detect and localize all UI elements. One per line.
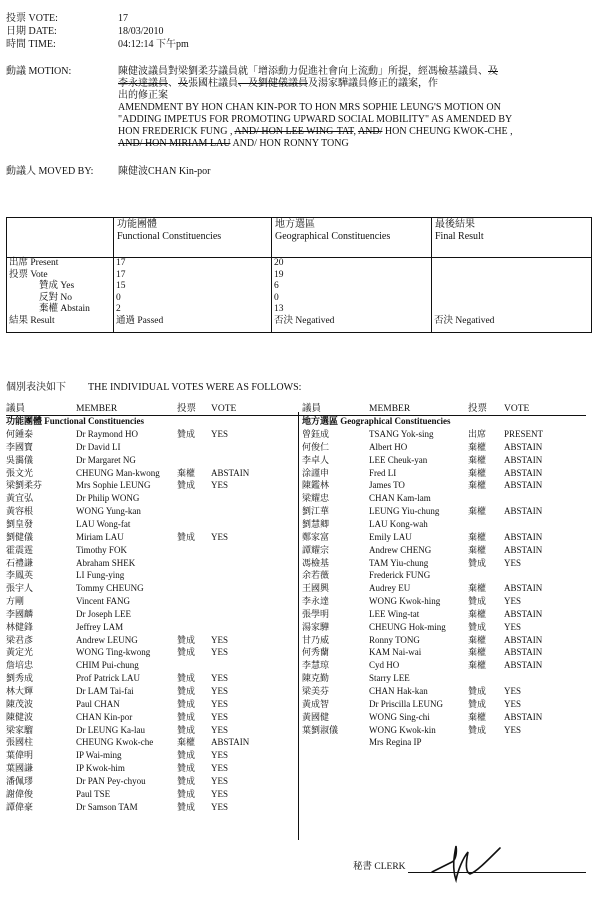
- fc-row-29-v1: 贊成: [177, 801, 196, 812]
- fc-row-13-cn: 方剛: [6, 596, 25, 607]
- gc-row-8-cn: 鄭家富: [302, 531, 330, 542]
- header-member-en-left: MEMBER: [76, 404, 118, 414]
- fc-row-23-v1: 贊成: [177, 724, 196, 735]
- fc-row-22-cn: 陳健波: [6, 711, 34, 722]
- gc-row-9-v2: ABSTAIN: [504, 544, 543, 555]
- clerk-label: 秘書 CLERK: [353, 862, 406, 872]
- header-member-cn-right: 議員: [302, 404, 322, 414]
- gc-row-18-en: Cyd HO: [369, 660, 400, 671]
- gc-row-15-v2: YES: [504, 621, 522, 632]
- motion-cn-text2a: 、: [168, 78, 178, 89]
- header-member-en-right: MEMBER: [369, 404, 411, 414]
- fc-row-0-cn: 何鍾泰: [6, 429, 34, 439]
- summary-labels: [7, 258, 114, 333]
- gc-row-9-cn: 譚耀宗: [302, 544, 330, 555]
- gc-row-3-cn: 涂謹申: [302, 467, 330, 478]
- fc-row-7-en: LAU Wong-fat: [76, 518, 131, 529]
- summary-label-abstain: 棄權 Abstain: [39, 304, 90, 314]
- fc-row-23-cn: 梁家騮: [6, 724, 34, 735]
- gc-row-17-v1: 棄權: [468, 647, 487, 658]
- fc-row-14-cn: 李國麟: [6, 608, 34, 619]
- gc-row-18-v1: 棄權: [468, 660, 487, 671]
- fc-row-5-en: Dr Philip WONG: [76, 493, 140, 504]
- motion-cn-strike3: 及: [178, 78, 188, 89]
- fc-row-25-v2: YES: [211, 750, 229, 761]
- gc-row-1-cn: 何俊仁: [302, 441, 330, 452]
- gc-row-15-v1: 贊成: [468, 621, 487, 632]
- gc-row-0-v2: PRESENT: [504, 429, 544, 439]
- gc-row-8-v2: ABSTAIN: [504, 531, 543, 542]
- gc-row-14-en: LEE Wing-tat: [369, 608, 420, 619]
- gc-row-5-en: CHAN Kam-lam: [369, 493, 431, 504]
- time-label: 時間 TIME:: [6, 39, 56, 50]
- fc-row-18-cn: 詹培忠: [6, 660, 34, 671]
- fc-row-11-cn: 李鳳英: [6, 570, 34, 581]
- gc-row-14-v2: ABSTAIN: [504, 608, 543, 619]
- gc-row-16-v2: ABSTAIN: [504, 634, 543, 645]
- summary-fc-en: Functional Constituencies: [117, 231, 222, 242]
- fc-row-27-en: Dr PAN Pey-chyou: [76, 775, 146, 786]
- moved-by-value: 陳健波CHAN Kin-por: [118, 166, 211, 177]
- summary-final-values: [432, 258, 592, 333]
- summary-final-cn: 最後結果: [435, 219, 475, 230]
- fc-row-24-en: CHEUNG Kwok-che: [76, 737, 154, 748]
- gc-row-10-v2: YES: [504, 557, 522, 568]
- fc-row-3-v2: ABSTAIN: [211, 467, 250, 478]
- gc-row-22-en: WONG Sing-chi: [369, 711, 430, 722]
- gc-row-2-cn: 李卓人: [302, 454, 330, 465]
- gc-row-9-v1: 棄權: [468, 544, 487, 555]
- gc-row-15-en: CHEUNG Hok-ming: [369, 621, 446, 632]
- date: 18/03/2010: [118, 26, 164, 37]
- summary-fc-cn: 功能團體: [117, 219, 157, 230]
- fc-row-28-v1: 贊成: [177, 788, 196, 799]
- gc-row-14-v1: 棄權: [468, 608, 487, 619]
- gc-row-20-cn: 梁美芬: [302, 686, 330, 696]
- motion-en-text4b: AND/ HON RONNY TONG: [232, 138, 349, 149]
- summary-corner: [7, 218, 114, 258]
- fc-row-9-en: Timothy FOK: [76, 544, 127, 555]
- gc-row-2-v2: ABSTAIN: [504, 454, 543, 465]
- gc-row-7-en: LAU Kong-wah: [369, 518, 428, 529]
- fc-row-20-v1: 贊成: [177, 686, 196, 696]
- vote-no-label: 投票 VOTE:: [6, 13, 58, 24]
- gc-row-6-cn: 劉江華: [302, 506, 330, 517]
- gc-row-12-v2: ABSTAIN: [504, 583, 543, 594]
- gc-row-21-v1: 贊成: [468, 698, 487, 709]
- summary-gc-en: Geographical Constituencies: [275, 231, 391, 242]
- fc-row-16-v1: 贊成: [177, 634, 196, 645]
- fc-row-23-v2: YES: [211, 724, 229, 735]
- gc-row-22-v1: 棄權: [468, 711, 487, 722]
- summary-label-no: 反對 No: [39, 292, 72, 303]
- gc-row-4-v1: 棄權: [468, 480, 487, 491]
- summary-fc-no: 0: [116, 292, 121, 303]
- motion-en-strike1: AND/ HON LEE WING-TAT: [234, 126, 354, 137]
- fc-row-9-cn: 霍震霆: [6, 544, 34, 555]
- summary-label-present: 出席 Present: [9, 258, 59, 268]
- gc-row-17-cn: 何秀蘭: [302, 647, 330, 658]
- fc-row-13-en: Vincent FANG: [76, 596, 131, 607]
- gc-row-13-cn: 李永達: [302, 596, 330, 607]
- gc-row-9-en: Andrew CHENG: [369, 544, 432, 555]
- time: 04:12:14 下午pm: [118, 39, 189, 50]
- fc-row-21-cn: 陳茂波: [6, 698, 34, 709]
- summary-label-vote: 投票 Vote: [9, 269, 48, 280]
- fc-row-1-cn: 李國寶: [6, 441, 34, 452]
- fc-row-10-cn: 石禮謙: [6, 557, 34, 568]
- gc-row-20-en: CHAN Hak-kan: [369, 686, 428, 696]
- summary-gc-present: 20: [274, 258, 284, 268]
- gc-row-23-cn: 葉劉淑儀: [302, 724, 339, 735]
- gc-row-13-v2: YES: [504, 596, 522, 607]
- summary-gc-values: [272, 258, 432, 333]
- gc-row-21-en: Dr Priscilla LEUNG: [369, 698, 443, 709]
- motion-cn-strike1: 及: [488, 66, 498, 77]
- summary-fc-vote: 17: [116, 269, 126, 280]
- motion-cn-strike5: 劉健儀議員: [258, 78, 308, 89]
- fc-row-17-cn: 黃定光: [6, 647, 34, 658]
- gc-row-22-v2: ABSTAIN: [504, 711, 543, 722]
- gc-row-0-v1: 出席: [468, 429, 487, 439]
- fc-row-12-cn: 張宇人: [6, 583, 34, 594]
- motion-cn-text2c: 及湯家驊議員修正的議案，作: [308, 78, 438, 89]
- gc-row-22-cn: 黃國健: [302, 711, 330, 722]
- gc-row-2-v1: 棄權: [468, 454, 487, 465]
- fc-row-10-en: Abraham SHEK: [76, 557, 136, 568]
- gc-row-19-en: Starry LEE: [369, 673, 410, 684]
- fc-row-19-en: Prof Patrick LAU: [76, 673, 140, 684]
- clerk-signature: [430, 838, 510, 886]
- summary-fc-abstain: 2: [116, 304, 121, 314]
- fc-row-8-cn: 劉健儀: [6, 531, 34, 542]
- gc-row-16-v1: 棄權: [468, 634, 487, 645]
- fc-row-24-cn: 張國柱: [6, 737, 34, 748]
- gc-row-12-v1: 棄權: [468, 583, 487, 594]
- summary-fc-present: 17: [116, 258, 126, 268]
- gc-row-19-cn: 陳克勤: [302, 673, 330, 684]
- fc-row-28-en: Paul TSE: [76, 788, 111, 799]
- gc-row-12-en: Audrey EU: [369, 583, 411, 594]
- fc-row-21-v1: 贊成: [177, 698, 196, 709]
- fc-row-14-en: Dr Joseph LEE: [76, 608, 131, 619]
- summary-fc-values: [114, 258, 272, 333]
- gc-row-13-en: WONG Kwok-hing: [369, 596, 441, 607]
- fc-row-21-v2: YES: [211, 698, 229, 709]
- fc-row-23-en: Dr LEUNG Ka-lau: [76, 724, 145, 735]
- gc-row-0-en: TSANG Yok-sing: [369, 429, 434, 439]
- gc-row-3-v1: 棄權: [468, 467, 487, 478]
- fc-row-15-en: Jeffrey LAM: [76, 621, 124, 632]
- gc-row-23-v2: YES: [504, 724, 522, 735]
- header-member-cn-left: 議員: [6, 404, 26, 414]
- fc-row-3-en: CHEUNG Man-kwong: [76, 467, 160, 478]
- header-vote-en-right: VOTE: [504, 404, 530, 414]
- motion-label: 動議 MOTION:: [6, 66, 72, 77]
- fc-row-20-v2: YES: [211, 686, 229, 696]
- motion-chinese-line3: 出的修正案: [118, 90, 168, 101]
- fc-row-20-cn: 林大輝: [6, 686, 34, 696]
- fc-row-17-v1: 贊成: [177, 647, 196, 658]
- gc-row-21-v2: YES: [504, 698, 522, 709]
- gc-row-20-v2: YES: [504, 686, 522, 696]
- fc-row-18-en: CHIM Pui-chung: [76, 660, 139, 671]
- summary-final-result: 否決 Negatived: [434, 315, 495, 326]
- gc-row-18-cn: 李慧琼: [302, 660, 330, 671]
- fc-row-4-en: Mrs Sophie LEUNG: [76, 480, 151, 491]
- fc-row-16-en: Andrew LEUNG: [76, 634, 138, 645]
- gc-row-11-cn: 余若薇: [302, 570, 330, 581]
- motion-chinese-line1: [118, 66, 588, 78]
- motion-english-line3: [118, 126, 513, 138]
- fc-row-6-en: WONG Yung-kan: [76, 506, 141, 517]
- fc-row-7-cn: 劉皇發: [6, 518, 34, 529]
- gc-row-16-en: Ronny TONG: [369, 634, 420, 645]
- date-label: 日期 DATE:: [6, 26, 57, 37]
- fc-row-8-en: Miriam LAU: [76, 531, 124, 542]
- summary-gc-header: [272, 218, 432, 258]
- fc-row-17-en: WONG Ting-kwong: [76, 647, 151, 658]
- fc-row-0-en: Dr Raymond HO: [76, 429, 138, 439]
- fc-row-4-v2: YES: [211, 480, 229, 491]
- motion-en-strike2: AND/: [357, 126, 383, 137]
- fc-row-25-en: IP Wai-ming: [76, 750, 122, 761]
- gc-row-3-v2: ABSTAIN: [504, 467, 543, 478]
- fc-row-25-v1: 贊成: [177, 750, 196, 761]
- summary-gc-yes: 6: [274, 281, 279, 291]
- gc-row-2-en: LEE Cheuk-yan: [369, 454, 428, 465]
- fc-row-16-cn: 梁君彥: [6, 634, 34, 645]
- fc-row-3-v1: 棄權: [177, 467, 196, 478]
- fc-row-19-v2: YES: [211, 673, 229, 684]
- header-vote-cn-left: 投票: [177, 404, 197, 414]
- individual-title-cn: 個別表決如下: [6, 382, 66, 393]
- gc-row-8-v1: 棄權: [468, 531, 487, 542]
- summary-gc-vote: 19: [274, 269, 284, 280]
- header-vote-cn-right: 投票: [468, 404, 488, 414]
- fc-row-28-v2: YES: [211, 788, 229, 799]
- summary-final-en: Final Result: [435, 231, 484, 242]
- fc-row-27-v1: 贊成: [177, 775, 196, 786]
- fc-row-29-v2: YES: [211, 801, 229, 812]
- gc-row-17-en: KAM Nai-wai: [369, 647, 422, 658]
- motion-chinese-line2: [118, 78, 588, 90]
- summary-gc-cn: 地方選區: [275, 219, 315, 230]
- summary-label-result: 結果 Result: [9, 315, 55, 326]
- fc-row-25-cn: 葉偉明: [6, 750, 34, 761]
- gc-row-10-v1: 贊成: [468, 557, 487, 568]
- fc-row-24-v1: 棄權: [177, 737, 196, 748]
- summary-gc-abstain: 13: [274, 304, 284, 314]
- fc-title: 功能團體 Functional Constituencies: [6, 416, 145, 426]
- header-vote-en-left: VOTE: [211, 404, 237, 414]
- fc-row-26-cn: 葉國謙: [6, 763, 34, 774]
- gc-row-21-cn: 黃成智: [302, 698, 330, 709]
- summary-gc-no: 0: [274, 292, 279, 303]
- gc-row-23-v1: 贊成: [468, 724, 487, 735]
- fc-row-29-cn: 譚偉豪: [6, 801, 34, 812]
- fc-row-2-en: Dr Margaret NG: [76, 454, 136, 465]
- summary-fc-result: 通過 Passed: [116, 315, 164, 326]
- fc-row-22-v2: YES: [211, 711, 229, 722]
- fc-row-24-v2: ABSTAIN: [211, 737, 250, 748]
- fc-row-19-v1: 贊成: [177, 673, 196, 684]
- fc-row-20-en: Dr LAM Tai-fai: [76, 686, 134, 696]
- gc-title: 地方選區 Geographical Constituencies: [302, 416, 451, 426]
- motion-cn-text2b: 張國柱議員: [188, 78, 238, 89]
- moved-by-label: 動議人 MOVED BY:: [6, 166, 94, 177]
- gc-row-4-v2: ABSTAIN: [504, 480, 543, 491]
- fc-row-0-v1: 贊成: [177, 429, 196, 439]
- gc-row-14-cn: 張學明: [302, 608, 330, 619]
- summary-gc-result: 否決 Negatived: [274, 315, 335, 326]
- gc-row-7-cn: 劉慧卿: [302, 518, 330, 529]
- gc-row-15-cn: 湯家驊: [302, 621, 330, 632]
- gc-row-8-en: Emily LAU: [369, 531, 412, 542]
- gc-row-3-en: Fred LI: [369, 467, 397, 478]
- fc-row-2-cn: 吳靄儀: [6, 454, 34, 465]
- column-divider: [298, 412, 299, 840]
- gc-row-10-cn: 馮檢基: [302, 557, 330, 568]
- motion-en-text3b: ,: [353, 126, 356, 137]
- gc-row-1-v2: ABSTAIN: [504, 441, 543, 452]
- motion-en-text3c: HON CHEUNG KWOK-CHE ,: [384, 126, 513, 137]
- gc-row-11-en: Frederick FUNG: [369, 570, 431, 581]
- gc-row-18-v2: ABSTAIN: [504, 660, 543, 671]
- fc-row-28-cn: 謝偉俊: [6, 788, 34, 799]
- gc-row-24-en: Mrs Regina IP: [369, 737, 422, 748]
- gc-row-23-en: WONG Kwok-kin: [369, 724, 436, 735]
- motion-cn-strike4: 、及: [238, 78, 258, 89]
- fc-row-19-cn: 劉秀成: [6, 673, 34, 684]
- fc-row-6-cn: 黃容根: [6, 506, 34, 517]
- gc-row-0-cn: 曾鈺成: [302, 429, 330, 439]
- fc-row-4-v1: 贊成: [177, 480, 196, 491]
- gc-row-12-cn: 王國興: [302, 583, 330, 594]
- gc-row-6-en: LEUNG Yiu-chung: [369, 506, 440, 517]
- gc-row-10-en: TAM Yiu-chung: [369, 557, 429, 568]
- fc-row-0-v2: YES: [211, 429, 229, 439]
- fc-row-26-v2: YES: [211, 763, 229, 774]
- fc-row-22-v1: 贊成: [177, 711, 196, 722]
- summary-fc-header: [114, 218, 272, 258]
- fc-row-12-en: Tommy CHEUNG: [76, 583, 144, 594]
- summary-label-yes: 贊成 Yes: [39, 281, 75, 291]
- fc-row-16-v2: YES: [211, 634, 229, 645]
- fc-row-8-v2: YES: [211, 531, 229, 542]
- fc-row-3-cn: 張文光: [6, 467, 34, 478]
- fc-row-17-v2: YES: [211, 647, 229, 658]
- fc-row-27-v2: YES: [211, 775, 229, 786]
- motion-cn-strike2: 李永達議員: [118, 78, 168, 89]
- fc-row-4-cn: 梁劉柔芬: [6, 480, 43, 491]
- summary-table: [6, 217, 592, 333]
- motion-cn-text1: 陳健波議員對梁劉柔芬議員就「增添動力促進社會向上流動」所提，經馮檢基議員、: [118, 66, 488, 77]
- fc-row-21-en: Paul CHAN: [76, 698, 120, 709]
- gc-row-13-v1: 贊成: [468, 596, 487, 607]
- vote-no: 17: [118, 13, 128, 24]
- gc-row-6-v2: ABSTAIN: [504, 506, 543, 517]
- fc-row-11-en: LI Fung-ying: [76, 570, 125, 581]
- motion-english-line1: AMENDMENT BY HON CHAN KIN-POR TO HON MRS SOPHIE LEUNG'S MOTION ON: [118, 102, 501, 113]
- gc-row-17-v2: ABSTAIN: [504, 647, 543, 658]
- fc-row-26-v1: 贊成: [177, 763, 196, 774]
- gc-row-1-v1: 棄權: [468, 441, 487, 452]
- motion-english-line2: "ADDING IMPETUS FOR PROMOTING UPWARD SOCIAL MOBILITY" AS AMENDED BY: [118, 114, 513, 125]
- gc-row-4-en: James TO: [369, 480, 405, 491]
- fc-row-15-cn: 林健鋒: [6, 621, 34, 632]
- fc-row-5-cn: 黃宜弘: [6, 493, 34, 504]
- gc-row-16-cn: 甘乃威: [302, 634, 330, 645]
- motion-en-text3a: HON FREDERICK FUNG ,: [118, 126, 233, 137]
- fc-row-29-en: Dr Samson TAM: [76, 801, 138, 812]
- fc-row-26-en: IP Kwok-him: [76, 763, 125, 774]
- fc-row-22-en: CHAN Kin-por: [76, 711, 133, 722]
- motion-en-strike3: AND/ HON MIRIAM LAU: [118, 138, 231, 149]
- summary-final-header: [432, 218, 592, 258]
- gc-row-6-v1: 棄權: [468, 506, 487, 517]
- summary-fc-yes: 15: [116, 281, 126, 291]
- motion-english-line4: [118, 138, 349, 150]
- gc-row-4-cn: 陳鑑林: [302, 480, 330, 491]
- fc-row-1-en: Dr David LI: [76, 441, 121, 452]
- fc-row-27-cn: 潘佩璆: [6, 775, 34, 786]
- fc-row-8-v1: 贊成: [177, 531, 196, 542]
- gc-row-20-v1: 贊成: [468, 686, 487, 696]
- individual-title-en: THE INDIVIDUAL VOTES WERE AS FOLLOWS:: [88, 382, 302, 393]
- gc-row-1-en: Albert HO: [369, 441, 408, 452]
- gc-row-5-cn: 梁耀忠: [302, 493, 330, 504]
